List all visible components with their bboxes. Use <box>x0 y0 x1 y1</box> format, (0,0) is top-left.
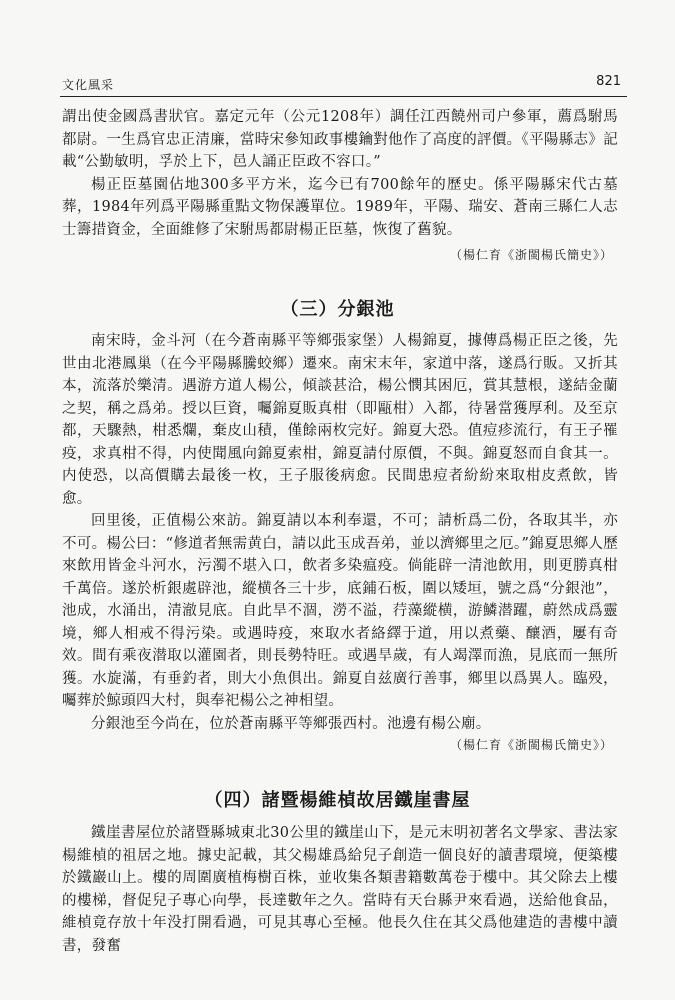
section3-title: （三）分銀池 <box>280 299 395 320</box>
block1-attribution: （楊仁育《浙閩楊氏簡史》） <box>449 248 613 262</box>
section3-paragraph-2: 回里後，正值楊公來訪。錦夏請以本利奉還，不可；請析爲二份，各取其半，亦不可。楊公曰：“修道者無需黄白，請以此玉成吾弟，並以濟鄉里之厄。”錦夏思鄉人歷來飲用皆金斗河水，污濁不堪入口，飲者多染瘟疫。倘能辟一清池飲用，則更勝真柑千萬倍。遂於析銀處辟池，縱横各三十步，底鋪石板，圍以矮垣，號之爲“分銀池”，池成，水涌出，清澈見底。自此旱不涸，澇不溢，荇藻縱横，游鱗潜躍，蔚然成爲靈境，鄉人相戒不得污染。或遇時疫，來取水者絡繹于道，用以煮藥、釀酒，屢有奇效。間有乘夜潜取以灌園者，則長勢特旺。或遇旱歲，有人竭澤而漁，見底而一無所獲。水旋滿，有垂釣者，則大小魚俱出。錦夏自兹廣行善事，鄉里以爲異人。臨殁，囑葬於鯨頭四大村，與奉祀楊公之神相望。 <box>62 513 618 709</box>
section4-title: （四）諸暨楊維楨故居鐵崖書屋 <box>204 790 471 811</box>
block1-paragraph-1: 謂出使金國爲書狀官。嘉定元年（公元1208年）調任江西饒州司户參軍，薦爲駙馬都尉。一生爲官忠正清廉，當時宋參知政事樓鑰對他作了高度的評價。《平陽縣志》記載“公勤敏明，孚於上下，邑人誦正臣政不容口。” <box>62 109 618 170</box>
running-header <box>60 74 627 97</box>
page-number: 821 <box>596 74 621 89</box>
section3-text <box>62 330 618 735</box>
section4-text <box>62 822 618 957</box>
block1-paragraph-2: 楊正臣墓園佔地300多平方米，迄今已有700餘年的歷史。係平陽縣宋代古墓葬，1984年列爲平陽縣重點文物保護單位。1989年，平陽、瑞安、蒼南三縣仁人志士籌措資金，全面維修了宋駙馬都尉楊正臣墓，恢復了舊貌。 <box>62 176 618 238</box>
section4-paragraph-1: 鐵崖書屋位於諸暨縣城東北30公里的鐵崖山下，是元末明初著名文學家、書法家楊維楨的祖居之地。據史記載，其父楊雄爲給兒子創造一個良好的讀書環境，便築樓於鐵巖山上。樓的周圍廣植梅樹百株，並收集各類書籍數萬卷于樓中。其父除去上樓的樓梯，督促兒子專心向學，長達數年之久。當時有天台縣尹來看過，送給他食品，維楨竟存放十年没打開看過，可見其專心至極。他長久住在其父爲他建造的書樓中讀書，發奮 <box>62 825 618 954</box>
section3-paragraph-3: 分銀池至今尚在，位於蒼南縣平等鄉張西村。池邊有楊公廟。 <box>91 715 491 732</box>
block1-text <box>62 106 618 241</box>
section3-attribution: （楊仁育《浙閩楊氏簡史》） <box>449 738 613 752</box>
section-name: 文化風采 <box>62 78 115 92</box>
section3-paragraph-1: 南宋時，金斗河（在今蒼南縣平等鄉張家堡）人楊錦夏，據傳爲楊正臣之後，先世由北港鳳巢（在今平陽縣騰蛟鄉）遷來。南宋末年，家道中落，遂爲行販。又折其本，流落於樂清。遇游方道人楊公，傾談甚洽，楊公憫其困厄，賞其慧根，遂結金蘭之契，稱之爲弟。授以巨資，囑錦夏販真柑（即甌柑）入都，待暑當獲厚利。及至京都，天驟熱，柑悉爛，棄皮山積，僅餘兩枚完好。錦夏大恐。值痘疹流行，有王子罹疫，求真柑不得，内使聞風向錦夏索柑，錦夏請付原價，不與。錦夏怒而自食其一。内使恐，以高價購去最後一枚，王子服後病愈。民間患痘者紛紛來取柑皮煮飲，皆愈。 <box>62 333 618 507</box>
